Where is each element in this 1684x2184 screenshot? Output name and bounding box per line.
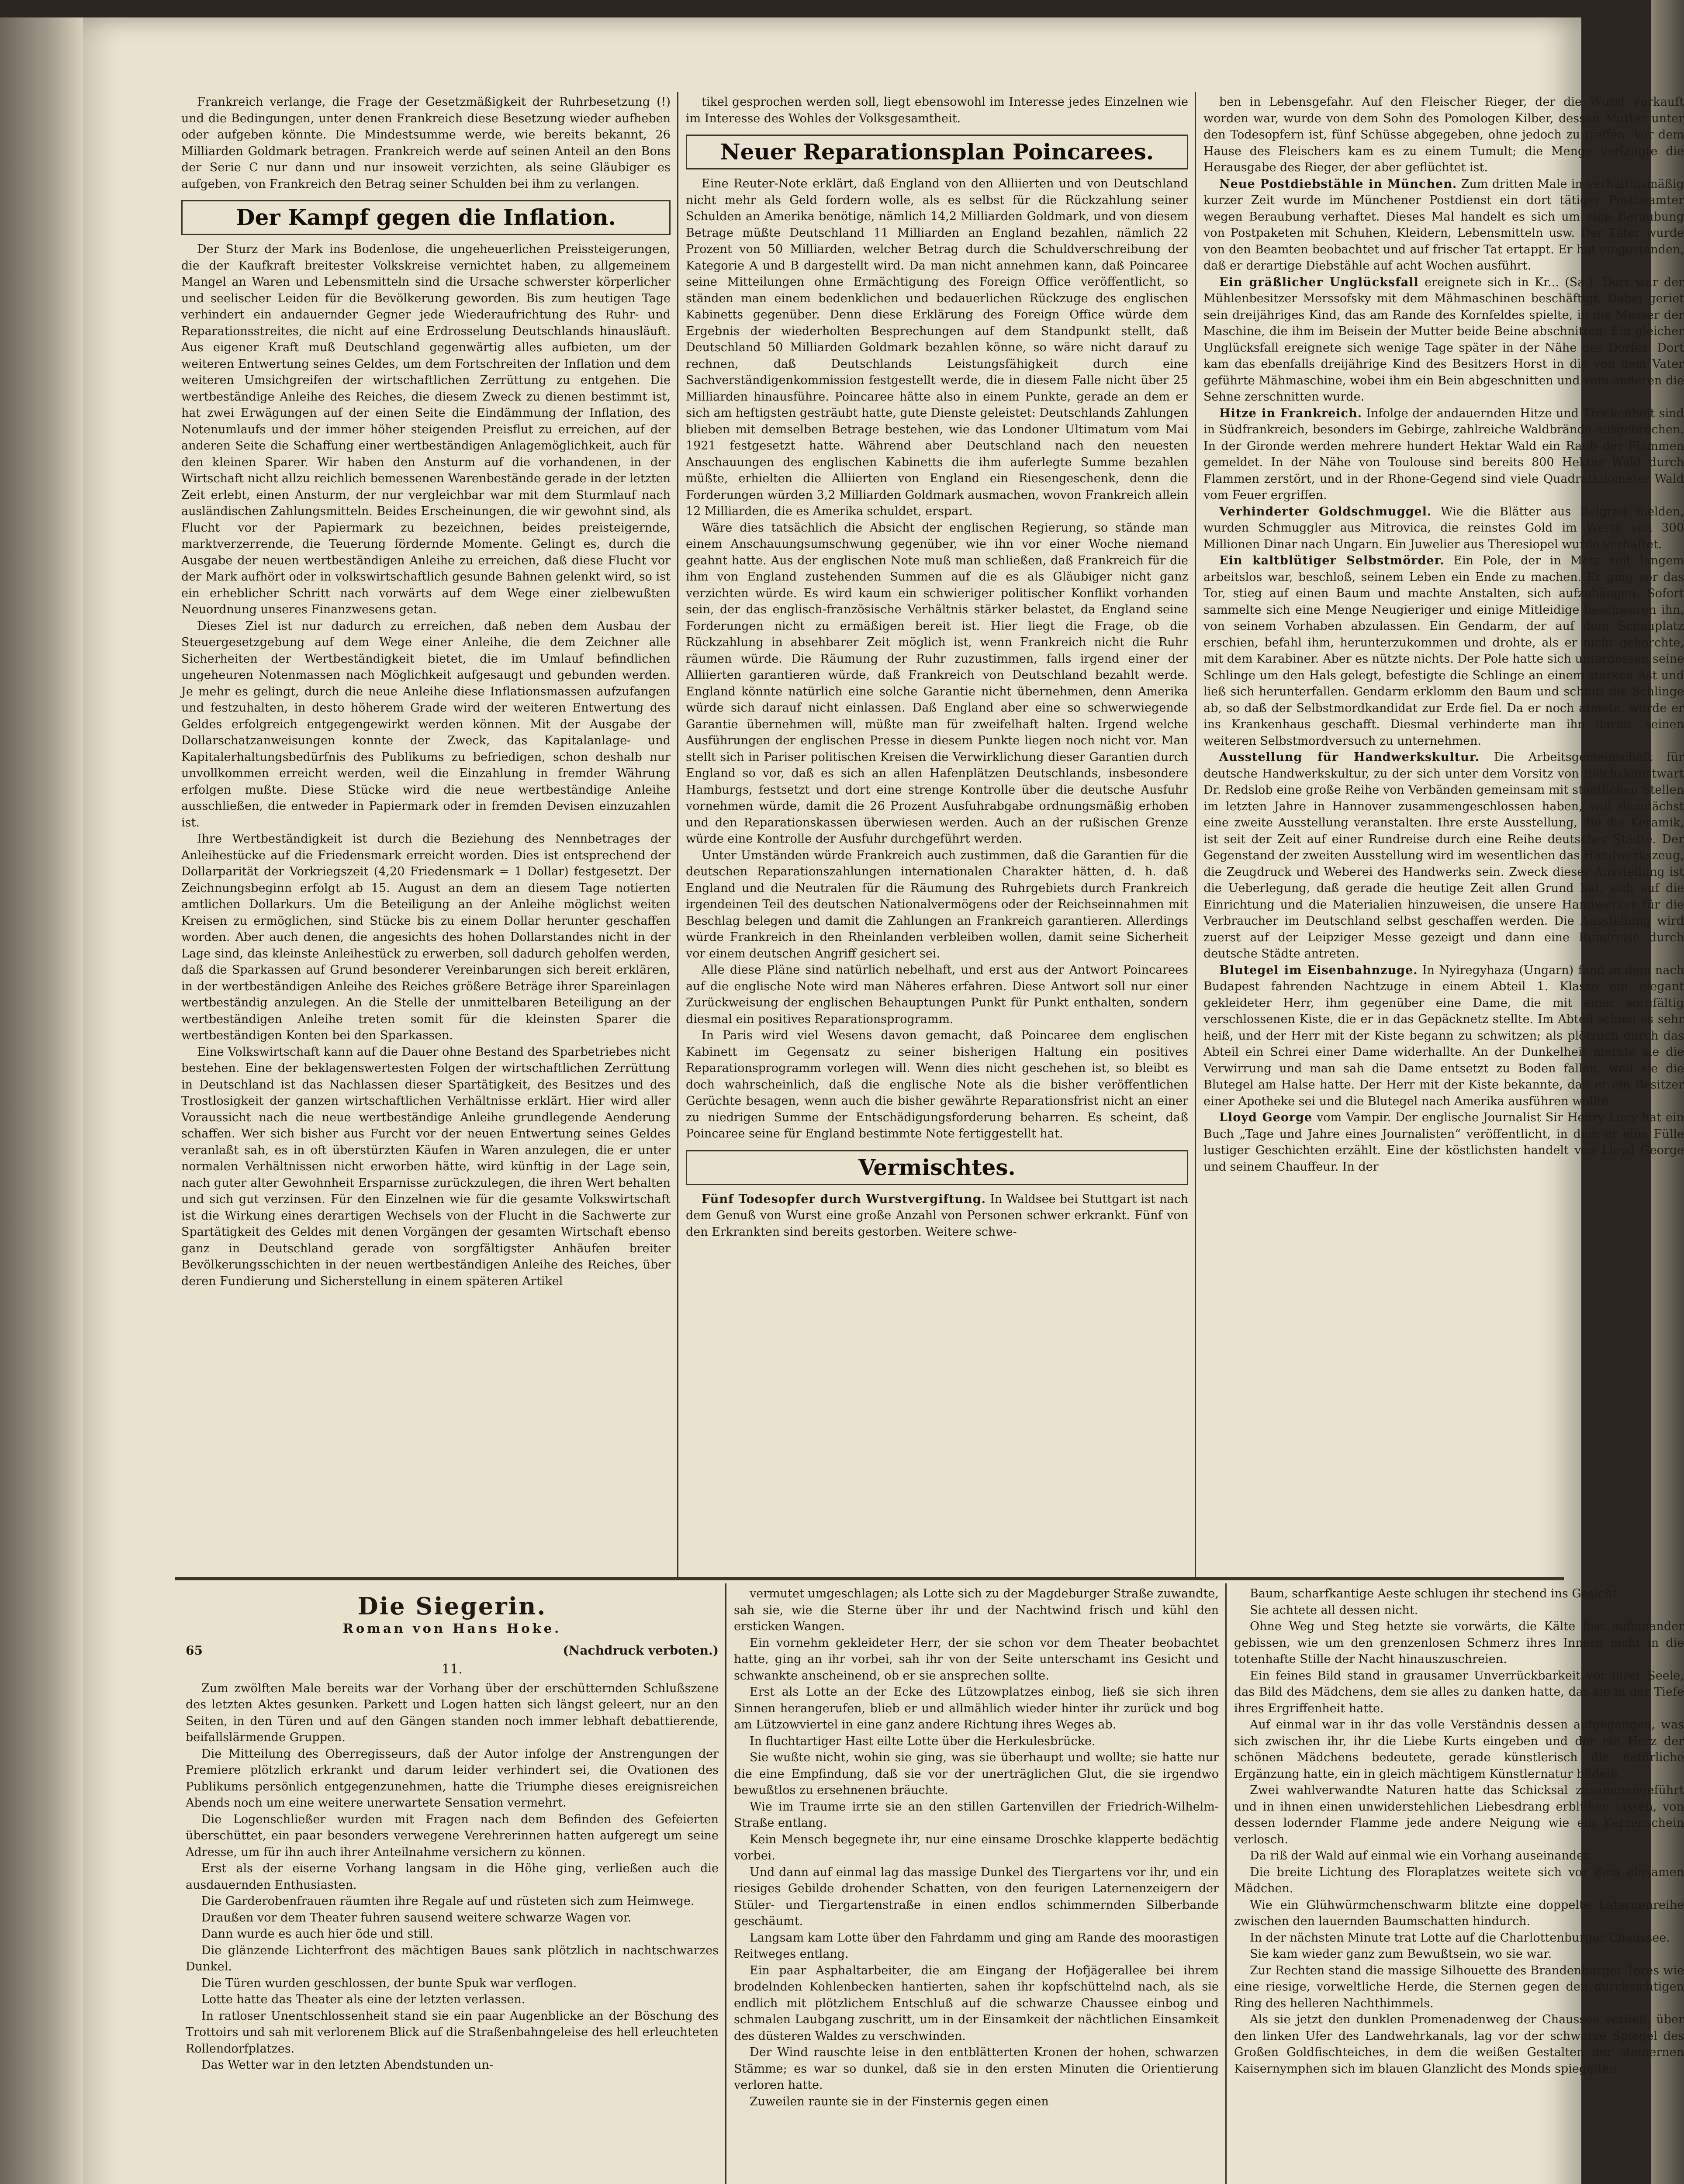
paragraph: Sie wußte nicht, wohin sie ging, was sie überhaupt und wollte; sie hatte nur die eine Empfindung, daß sie vor der unerträglichen Glut, die sie irgendwo bewußtlos zu ersehnenen bräuchte. (734, 1751, 1219, 1797)
news-body: Ein Pole, der in Metz seit langem arbeitslos war, beschloß, seinem Leben ein Ende zu machen. Er ging vor das Tor, stieg auf einen Baum und machte Anstalten, sich aufzuhängen. Sofort sammelte sich eine Menge Neugieriger und einige Mitleidige beschworen ihn, von seinem Vorhaben abzulassen. Ein Gendarm, der auf dem Schauplatz erschien, befahl ihm, herunterzukommen und drohte, als er nicht gehorchte, mit dem Karabiner. Aber es nützte nichts. Der Pole hatte sich unterdessen seine Schlinge um den Hals gelegt, befestigte die Schlinge an einem starken Ast und ließ sich herunterfallen. Gendarm erklomm den Baum und schnitt die Schlinge ab, so daß der Selbstmordkandidat zur Erde fiel. Da er noch atmete, wurde er ins Krankenhaus geschafft. Diesmal verhinderte man ihn daran, seinen weiteren Selbstmordversuch zu unternehmen. (1203, 554, 1684, 748)
paragraph: Unter Umständen würde Frankreich auch zustimmen, daß die Garantien für die deutschen Reparationszahlungen internationalen Charakter hätten, d. h. daß England und die Neutralen für die Räumung des Ruhrgebiets durch Frankreich irgendeinen Teil des deutschen Nationalvermögens oder der Reichseinnahmen mit Beschlag belegen und damit die Zahlungen an Frankreich garantieren. Allerdings würde Frankreich in den Rheinlanden verbleiben wollen, damit seine Sicherheit vor einem deutschen Angriff gesichert sei. (686, 848, 1188, 961)
paragraph: Die Logenschließer wurden mit Fragen nach dem Befinden des Gefeierten überschüttet, ein paar besonders verwegene Verehrerinnen hatten aufgeregt um seine Adresse, um für ihn auch ihrer Anteilnahme versichern zu können. (186, 1812, 719, 1859)
serial-column-1 (186, 1586, 719, 2184)
news-lead: Blutegel im Eisenbahnzuge. (1219, 963, 1418, 977)
news-body: ben in Lebensgefahr. Auf den Fleischer Rieger, der die Wurst verkauft worden war, wurde von dem Sohn des Pomologen Kilber, dessen Mutter unter den Todesopfern ist, fünf Schüsse abgegeben, ohne jedoch zu treffen. Vor dem Hause des Fleischers kam es zu einem Tumult; die Menge verlangte die Herausgabe des Rieger, der aber geflüchtet ist. (1203, 95, 1684, 174)
paragraph: Langsam kam Lotte über den Fahrdamm und ging am Rande des moorastigen Reitweges entlang. (734, 1931, 1219, 1961)
paragraph: Kein Mensch begegnete ihr, nur eine einsame Droschke klapperte bedächtig vorbei. (734, 1832, 1219, 1863)
news-body: Infolge der andauernden Hitze und Trockenheit sind in Südfrankreich, besonders im Gebirge, zahlreiche Waldbrände ausgebrochen. In der Gironde werden mehrere hundert Hektar Wald ein Raub der Flammen gemeldet. In der Nähe von Toulouse sind bereits 800 Hektar Wald durch Flammen zerstört, und in der Rhone-Gegend sind viele Quadratkilometer Wald vom Feuer ergriffen. (1203, 406, 1684, 502)
news-item (1203, 749, 1684, 962)
paragraph: Ein feines Bild stand in grausamer Unverrückbarkeit vor ihrer Seele, das Bild des Mädchens, dem sie alles zu danken hatte, das sie in der Tiefe ihres Ergriffenheit hatte. (1234, 1669, 1684, 1715)
paragraph: Wie ein Glühwürmchenschwarm blitzte eine doppelte Laternenreihe zwischen den lauernden Baumschatten hindurch. (1234, 1898, 1684, 1928)
paragraph: In ratloser Unentschlossenheit stand sie ein paar Augenblicke an der Böschung des Trottoirs und sah mit verlorenem Blick auf die Straßenbahngeleise des hell erleuchteten Rollendorfplatzes. (186, 2009, 719, 2056)
news-item (1203, 504, 1684, 553)
column-rule (677, 92, 678, 1577)
paragraph: In Paris wird viel Wesens davon gemacht, daß Poincaree dem englischen Kabinett im Gegensatz zu seiner bisherigen Haltung ein positives Reparationsprogramm vorlegen will. Wenn dies nicht geschehen ist, so bleibt es doch wahrscheinlich, daß die englische Note als die bisher veröffentlichen Gerüchte besagen, wenn auch die bisher gewährte Reparationsfrist nicht an einer zu niedrigen Summe der Entschädigungsforderung beharren. Es scheint, daß Poincaree seine für England bestimmte Note fertiggestellt hat. (686, 1029, 1188, 1140)
news-item (1203, 553, 1684, 749)
column-rule (1195, 92, 1196, 1577)
paragraph: Der Wind rauschte leise in den entblätterten Kronen der hohen, schwarzen Stämme; es war so dunkel, daß sie in den ersten Minuten die Orientierung verloren hatte. (734, 2046, 1219, 2092)
paragraph: Und dann auf einmal lag das massige Dunkel des Tiergartens vor ihr, und ein riesiges Gebilde drohender Schatten, von den feurigen Laternenzeigern der Stüler- und Tiergartenstraße in einen endlos schimmernden Silberbande geschäumt. (734, 1865, 1219, 1928)
paragraph: Die Garderobenfrauen räumten ihre Regale auf und rüsteten sich zum Heimwege. (201, 1894, 695, 1908)
column-2 (686, 94, 1188, 1566)
paragraph: Wie im Traume irrte sie an den stillen Gartenvillen der Friedrich-Wilhelm-Straße entlang. (734, 1800, 1219, 1830)
article-intro: tikel gesprochen werden soll, liegt ebensowohl im Interesse jedes Einzelnen wie im Interesse des Wohles der Volksgesamtheit. (686, 95, 1188, 125)
paragraph: Zur Rechten stand die massige Silhouette des Brandenburger Tores wie eine riesige, vorweltliche Herde, die Sternen gegen den durchsichtigen Ring des helleren Nachthimmels. (1234, 1963, 1684, 2010)
news-body: Wie die Blätter aus Belgrad melden, wurden Schmuggler aus Mitrovica, die reinstes Gold im Werte von 300 Millionen Dinar nach Ungarn. Ein Juwelier aus Theresiopel wurde verhaftet. (1203, 505, 1684, 551)
paragraph: Dieses Ziel ist nur dadurch zu erreichen, daß neben dem Ausbau der Steuergesetzgebung auf dem Wege einer Anleihe, die dem Zeichner alle Sicherheiten der Wertbeständigkeit bietet, die im Umlauf befindlichen ungeheuren Notenmassen nach Möglichkeit aufgesaugt und gebunden werden. Je mehr es gelingt, durch die neue Anleihe diese Inflationsmassen aufzufangen und festzuhalten, in desto höherem Grade wird der weiteren Entwertung des Geldes erfolgreich entgegengewirkt werden können. Mit der Ausgabe der Dollarschatzanweisungen konnte der Zweck, das Kapitalanlage- und Kapitalerhaltungsbedürfnis des Publikums zu befriedigen, schon deshalb nur unvollkommen erreicht werden, weil die Einzahlung in fremder Währung erfolgen mußte. Diese Stücke wird die neue wertbeständige Anleihe ausschließen, die entweder in Papiermark oder in fremden Devisen einzuzahlen ist. (181, 619, 671, 829)
serial-meta (186, 1642, 719, 1659)
column-1 (181, 94, 671, 1566)
paragraph: In der nächsten Minute trat Lotte auf die Charlottenburger Chaussee. (1250, 1931, 1670, 1945)
paragraph: Baum, scharfkantige Aeste schlugen ihr stechend ins Gesicht. (1250, 1587, 1621, 1600)
paragraph: Die Türen wurden geschlossen, der bunte Spuk war verflogen. (201, 1976, 577, 1990)
serial-column-3 (1234, 1586, 1684, 2184)
article-headline-reparations: Neuer Reparationsplan Poincarees. (686, 135, 1188, 169)
news-item (1203, 962, 1684, 1110)
serial-number: 65 (186, 1643, 203, 1658)
serial-title: Die Siegerin. (357, 1592, 547, 1620)
news-body: ereignete sich in Kr... (Sa.). Dort war der Mühlenbesitzer Merssofsky mit dem Mähmaschinen beschäftigt. Dabei geriet sein dreijähriges Kind, das am Rande des Kornfeldes spielte, in die Messer der Maschine, die ihm im Beisein der Mutter beide Beine abschnitten. Ein gleicher Unglücksfall ereignete sich wenige Tage später in der Nähe des Dorfes. Dort kam das ebenfalls dreijährige Kind des Besitzers Horst in die von dem Vater geführte Mähmaschine, wobei ihm ein Bein abgeschnitten und vom anderen die Sehne zerschnitten wurde. (1203, 275, 1684, 404)
paragraph: Sie achtete all dessen nicht. (1250, 1603, 1418, 1617)
paragraph: Ihre Wertbeständigkeit ist durch die Beziehung des Nennbetrages der Anleihestücke auf die Friedensmark erreicht worden. Dies ist entsprechend der Dollarparität der Vorkriegszeit (4,20 Friedensmark = 1 Dollar) festgesetzt. Der Zeichnungsbeginn erfolgt ab 15. August an dem an diesem Tage notierten amtlichen Dollarkurs. Um die Beteiligung an der Anleihe möglichst weiten Kreisen zu ermöglichen, sind Stücke bis zu einem Dollar herunter geschaffen worden. Aber auch denen, die angesichts des hohen Dollarstandes nicht in der Lage sind, das kleinste Anleihestück zu erwerben, soll dadurch geholfen werden, daß die Sparkassen auf Grund besonderer Vereinbarungen sich bereit erklären, in der wertbeständigen Anleihe des Reiches größere Beträge ihrer Spareinlagen wertbeständig anzulegen. An die Stelle der unmittelbaren Beteiligung an der wertbeständigen Anleihe treten somit für die kleinsten Sparer die wertbeständigen Konten bei den Sparkassen. (181, 832, 671, 1042)
section-headline-vermischtes: Vermischtes. (686, 1150, 1188, 1185)
newspaper-page (83, 17, 1684, 2184)
article-intro: Frankreich verlange, die Frage der Gesetzmäßigkeit der Ruhrbesetzung (!) und die Bedingungen, unter denen Frankreich diese Besetzung wieder aufheben oder aufgeben könnte. Die Mindestsumme werde, wie bereits bekannt, 26 Milliarden Goldmark betragen. Frankreich werde auf seinen Anteil an den Bons der Serie C nur dann und nur insoweit verzichten, als seine Gläubiger es aufgeben, von Frankreich den Betrag seiner Schulden bei ihm zu verlangen. (181, 95, 671, 191)
paragraph: Dann wurde es auch hier öde und still. (201, 1927, 433, 1941)
paragraph: Die breite Lichtung des Floraplatzes weitete sich vor dem einsamen Mädchen. (1234, 1865, 1684, 1895)
paragraph: Das Wetter war in den letzten Abendstunden un- (201, 2058, 493, 2072)
news-lead: Hitze in Frankreich. (1219, 406, 1362, 420)
paragraph: Ein paar Asphaltarbeiter, die am Eingang der Hofjägerallee bei ihrem brodelnden Kohlenbecken hantierten, sahen ihr kopfschüttelnd nach, als sie endlich mit plötzlichem Entschluß auf die schwarze Chaussee einbog und schmalen Laubgang zuschritt, um in der Einsamkeit der nächtlichen Einsamkeit des düsteren Waldes zu verschwinden. (734, 1963, 1219, 2043)
news-item (1203, 405, 1684, 504)
paragraph: Ein vornehm gekleideter Herr, der sie schon vor dem Theater beobachtet hatte, ging an ihr vorbei, sah ihr von der Seite unterschamt ins Gesicht und schwankte anscheinend, ob er sie ansprechen sollte. (734, 1636, 1219, 1683)
news-item (1203, 176, 1684, 274)
book-binding (0, 17, 83, 2184)
paragraph: In fluchtartiger Hast eilte Lotte über die Herkulesbrücke. (750, 1734, 1096, 1748)
paragraph: Zuweilen raunte sie in der Finsternis gegen einen (750, 2094, 1049, 2108)
paragraph: Lotte hatte das Theater als eine der letzten verlassen. (201, 1993, 526, 2006)
paragraph: Der Sturz der Mark ins Bodenlose, die ungeheuerlichen Preissteigerungen, die der Kaufkraft breitester Volkskreise vernichtet haben, zu allgemeinem Mangel an Waren und Lebensmitteln sind die Ursache schwerster körperlicher und seelischer Leiden für die Bevölkerung geworden. Bis zum heutigen Tage verhindert ein andauernder Gegner jede Wiederaufrichtung des Ruhr- und Reparationsstreites, die nicht auf eine Erdrosselung Deutschlands hinausläuft. Aus eigener Kraft muß Deutschland gegenwärtig alles aufbieten, um der weiteren Entwertung seines Geldes, um dem Fortschreiten der Inflation und dem weiteren Umsichgreifen der wirtschaftlichen Zerrüttung zu entgehen. Die wertbeständige Anleihe des Reiches, die diesem Zweck zu dienen bestimmt ist, hat zwei Erwägungen auf der einen Seite die Eindämmung der Inflation, des Notenumlaufs und der immer höher steigenden Preisflut zu erreichen, auf der anderen Seite die Schaffung einer wertbeständigen Anlagemöglichkeit, auch für den kleinen Sparer. Wir haben den Ansturm auf die vorhandenen, in der Wirtschaft nicht allzu reichlich bemessenen Warenbestände gerade in der letzten Zeit erlebt, einen Ansturm, der nur vergleichbar war mit dem Sturmlauf nach ausländischen Zahlungsmitteln. Beides Erscheinungen, die wir gewohnt sind, als Flucht vor der Papiermark zu bezeichnen, beides preisteigernde, marktverzerrende, die Teuerung fördernde Momente. Gelingt es, durch die Ausgabe der neuen wertbeständigen Anleihe zu erreichen, daß diese Flucht vor der Mark aufhört oder in volkswirtschaftlich gesunde Bahnen gelenkt wird, so ist ein erheblicher Schritt nach vorwärts auf dem Wege einer zielbewußten Neuordnung unseres Finanzwesens getan. (181, 242, 671, 616)
chapter-number: 11. (442, 1662, 463, 1677)
news-lead: Neue Postdiebstähle in München. (1219, 177, 1457, 191)
serial-column-2 (734, 1586, 1219, 2184)
column-rule (1225, 1583, 1227, 2184)
news-lead: Ein kaltblütiger Selbstmörder. (1219, 554, 1445, 567)
paragraph: Zum zwölften Male bereits war der Vorhang über der erschütternden Schlußszene des letzten Aktes gesunken. Parkett und Logen hatten sich längst geleert, nur an den Seiten, in den Türen und auf den Gängen standen noch immer lebhaft debattierende, beifallslärmende Gruppen. (186, 1681, 719, 1744)
news-item (1203, 274, 1684, 405)
paragraph: Als sie jetzt den dunklen Promenadenweg der Chaussee verließ, über den linken Ufer des Landwehrkanals, lag vor der schwarze Spiegel des Großen Goldfischteiches, in dem die weißen Gestalten der steinernen Kaisernymphen sich im blauen Glanzlicht des Monds spiegelten. (1234, 2013, 1684, 2076)
news-lead: Ausstellung für Handwerkskultur. (1219, 750, 1480, 764)
paragraph: vermutet umgeschlagen; als Lotte sich zu der Magdeburger Straße zuwandte, sah sie, wie die Sterne über ihr und der Nachtwind frisch und kühl den ersticken Wangen. (734, 1587, 1219, 1633)
paragraph: Zwei wahlverwandte Naturen hatte das Schicksal zusammengeführt und in ihnen einen unwiderstehlichen Liebesdrang erblühen lassen, von dessen lodernder Flamme jede andere Neigung wie ein Kerzenschein verlosch. (1234, 1783, 1684, 1846)
feuilleton-rule (175, 1577, 1564, 1580)
paragraph: Eine Reuter-Note erklärt, daß England von den Alliierten und von Deutschland nicht mehr als Geld fordern wolle, als es selbst für die Rückzahlung seiner Schulden an Amerika benötige, nämlich 14,2 Milliarden Goldmark, und von diesem Betrage müßte Deutschland 11 Milliarden an England bezahlen, nämlich 22 Prozent von 50 Milliarden, welcher Betrag durch die Schuldverschreibung der Kategorie A und B dargestellt wird. Da man nicht annehmen kann, daß Poincaree seine Mitteilungen ohne Ermächtigung des Foreign Office veröffentlicht, so ständen man einem bedenklichen und bedauerlichen Rückzuge des englischen Kabinetts gegenüber. Denn diese Erklärung des Foreign Office würde dem Ergebnis der wiederholten Besprechungen auf dem Standpunkt stellt, daß Deutschland 50 Milliarden Goldmark bezahlen könne, so wäre nicht darauf zu rechnen, daß Deutschlands Leistungsfähigkeit durch eine Sachverständigenkommission festgestellt werde, die in diesem Falle nicht über 25 Milliarden hinausführe. Poincaree hätte also in einem Punkte, gerade an dem er sich am heftigsten gesträubt hatte, gute Dienste geleistet: Deutschlands Zahlungen blieben mit demselben Betrage bestehen, wie das Londoner Ultimatum vom Mai 1921 festgesetzt hatte. Während aber Deutschland nach den neuesten Anschauungen des englischen Kabinetts die ihm auferlegte Summe bezahlen müßte, erhielten die Alliierten von England ein Riesengeschenk, denn die Forderungen würden 3,2 Milliarden Goldmark ausmachen, wovon Frankreich allein 12 Milliarden, die es Amerika schuldet, erspart. (686, 177, 1188, 518)
paragraph: Draußen vor dem Theater fuhren sausend weitere schwarze Wagen vor. (201, 1911, 632, 1925)
news-lead: Lloyd George (1219, 1111, 1313, 1124)
paragraph: Sie kam wieder ganz zum Bewußtsein, wo sie war. (1250, 1947, 1552, 1961)
news-body: vom Vampir. Der englische Journalist Sir Henry Lucy hat ein Buch „Tage und Jahre eines Journalisten“ veröffentlicht, in dem er eine Fülle lustiger Geschichten erzählt. Eine der köstlichsten handelt von Lloyd George und seinem Chauffeur. In der (1203, 1111, 1684, 1174)
paragraph: Ohne Weg und Steg hetzte sie vorwärts, die Kälte fest aufeinander gebissen, wie um den grenzenlosen Schmerz ihres Innern nicht in die totenhafte Stille der Nacht hinauszuschreien. (1234, 1620, 1684, 1666)
copyright-notice: (Nachdruck verboten.) (563, 1643, 719, 1658)
column-rule (725, 1583, 726, 2184)
news-body: Zum dritten Male in verhältnismäßig kurzer Zeit wurde im Münchener Postdienst ein dort tätiger Postbeamter wegen Beraubung verhaftet. Dieses Mal handelt es sich um eine Beraubung von Postpaketen mit Schuhen, Kleidern, Lebensmitteln usw. Der Täter wurde von den Beamten beobachtet und auf frischer Tat ertappt. Er hat eingestanden, daß er derartige Diebstähle auf acht Wochen ausführt. (1203, 177, 1684, 273)
paragraph: Erst als Lotte an der Ecke des Lützowplatzes einbog, ließ sie sich ihren Sinnen herangerufen, blieb er und allmählich wieder hinter ihr zurück und bog am Lützowviertel in eine ganz andere Richtung ihres Weges ab. (734, 1685, 1219, 1731)
news-lead: Fünf Todesopfer durch Wurstvergiftung. (702, 1192, 986, 1206)
paragraph: Erst als der eiserne Vorhang langsam in die Höhe ging, verließen auch die ausdauernden Enthusiasten. (186, 1862, 719, 1892)
article-headline-inflation: Der Kampf gegen die Inflation. (181, 200, 671, 235)
news-item (1203, 1109, 1684, 1175)
paragraph: Eine Volkswirtschaft kann auf die Dauer ohne Bestand des Sparbetriebes nicht bestehen. Eine der beklagenswertesten Folgen der wirtschaftlichen Zerrüttung in Deutschland ist das Nachlassen dieser Spartätigkeit, des Besitzes und des Trostlosigkeit der ganzen wirtschaftlichen Verhältnisse erklärt. Hier wird aller Voraussicht nach die neue wertbeständige Anleihe grundlegende Aenderung schaffen. Wer sich bisher aus Furcht vor der neuen Entwertung seines Geldes veranlaßt sah, es in oft überstürzten Käufen in Waren anzulegen, die er unter normalen Verhältnissen nicht erworben hätte, wird künftig in der Lage sein, nach guter alter Gewohnheit Ersparnisse zurückzulegen, die ihren Wert behalten und sich gut verzinsen. Für den Einzelnen wie für die gesamte Volkswirtschaft ist die Wirkung eines derartigen Wechsels von der Flucht in die Sachwerte zur Spartätigkeit des Geldes mit denen Vorgängen der gesamten Wirtschaft ebenso ganz in Deutschland gerade von sorgfältigster Anhäufen breiter Bevölkerungsschichten in der neuen wertbeständigen Anleihe des Reiches, über deren Fundierung und Sicherstellung in einem späteren Artikel (181, 1045, 671, 1288)
paragraph: Alle diese Pläne sind natürlich nebelhaft, und erst aus der Antwort Poincarees auf die englische Note wird man Näheres erfahren. Diese Antwort soll nur einer Zurückweisung der englischen Behauptungen Punkt für Punkt enthalten, sondern diesmal ein positives Reparationsprogramm. (686, 963, 1188, 1026)
paragraph: Auf einmal war in ihr das volle Verständnis dessen aufgegangen, was sich zwischen ihr, ihr die Liebe Kurts eingeben und der ein Herz der schönen Mädchens bedeutete, gerade künstlerisch die natürliche Ergänzung hatte, ein in gleich mächtigem Künstlernatur bildete. (1234, 1718, 1684, 1781)
news-body: In Waldsee bei Stuttgart ist nach dem Genuß von Wurst eine große Anzahl von Personen schwer erkrankt. Fünf von den Erkrankten sind bereits gestorben. Weitere schwe- (686, 1192, 1188, 1239)
paragraph: Die glänzende Lichterfront des mächtigen Baues sank plötzlich in nachtschwarzes Dunkel. (186, 1943, 719, 1973)
serial-author: Roman von Hans Hoke. (342, 1621, 562, 1636)
paragraph: Wäre dies tatsächlich die Absicht der englischen Regierung, so stände man einem Anschauungsumschwung gegenüber, wie ihn vor einer Woche niemand geahnt hatte. Aus der englischen Note muß man schließen, daß Frankreich für die ihm von England zustehenden Summen auf die es als Gläubiger nicht ganz verzichten würde. Es wird kaum ein schwieriger politischer Konflikt vorhanden sein, der das englisch-französische Verhältnis stärker belastet, da England seine Forderungen nicht zu ermäßigen bereit ist. Hier liegt die Frage, ob die Rückzahlung in absehbarer Zeit möglich ist, wenn Frankreich nicht die Ruhr räumen würde. Die Räumung der Ruhr zuzustimmen, falls irgend einer der Alliierten garantieren würde, daß Frankreich von Deutschland bezahlt werde. England könnte natürlich eine solche Garantie nicht übernehmen, denn Amerika würde sich darauf nicht einlassen. Daß England aber eine so schwerwiegende Garantie übernehmen will, müßte man für zweifelhaft halten. Irgend welche Ausführungen der englischen Presse in diesem Punkte liegen noch nicht vor. Man stellt sich in Pariser politischen Kreisen die Verwirklichung dieser Garantien durch England so vor, daß es sich an allen Hafenplätzen Deutschlands, insbesondere Hamburgs, festsetzt und dort eine strenge Kontrolle über die deutsche Ausfuhr vornehmen würde, damit die 26 Prozent Ausfuhrabgabe ordnungsmäßig erhoben und den Reparationskassen überwiesen werden. Auch an der rußischen Grenze würde eine Kontrolle der Ausfuhr durchgeführt werden. (686, 521, 1188, 846)
news-body: Die Arbeitsgemeinschaft für deutsche Handwerkskultur, zu der sich unter dem Vorsitz von Reichskunstwart Dr. Redslob eine große Reihe von Verbänden gemeinsam mit staatlichen Stellen im letzten Jahre in Hannover zusammengeschlossen haben, will demnächst eine zweite Ausstellung veranstalten. Ihre erste Ausstellung, die die Keramik, ist seit der Zeit auf einer Rundreise durch eine Reihe deutscher Städte. Der Gegenstand der zweiten Ausstellung wird im wesentlichen das Handwerkszeug, die Zeugdruck und Weberei des Handwerks sein. Zweck dieser Ausstellung ist die Ueberlegung, daß gerade die heutige Zeit allen Grund hat, sich auf die Einrichtung und die Materialien hinzuweisen, die unsere Handwerker für die Verbraucher im Deutschland selbst geschaffen werden. Die Ausstellung wird zuerst auf der Leipziger Messe gezeigt und dann eine Rundreise durch deutsche Städte antreten. (1203, 750, 1684, 961)
news-lead: Ein gräßlicher Unglücksfall (1219, 275, 1419, 289)
news-body: In Nyiregyhaza (Ungarn) fand in dem nach Budapest fahrenden Nachtzuge in einem Abteil 1. Klasse ein elegant gekleideter Herr, ihm gegenüber eine Dame, die mit einer sorgfältig verschlossenen Kiste, die er in das Gepäcknetz stellte. Im Abteil schien es sehr heiß, und der Herr mit der Kiste begann zu schwitzen; als plötzlich durch das Abteil ein Schrei einer Dame widerhallte. An der Dunkelheit merkte sie die Verwirrung und man sah die Dame entsetzt zu Boden fallen, weil sie die Blutegel am Halse hatte. Der Herr mit der Kiste bekannte, daß er ein Besitzer einer Apotheke sei und die Blutegel nach Amerika ausführen wollte. (1203, 963, 1684, 1108)
column-3 (1203, 94, 1684, 1566)
paragraph: Da riß der Wald auf einmal wie ein Vorhang auseinander. (1250, 1849, 1592, 1863)
news-lead: Verhinderter Goldschmuggel. (1219, 505, 1432, 518)
news-item (686, 1191, 1188, 1241)
paragraph: Die Mitteilung des Oberregisseurs, daß der Autor infolge der Anstrengungen der Premiere plötzlich erkrankt und darum leider verhindert sei, die Ovationen des Publikums persönlich entgegenzunehmen, hatte die Triumphe dieses ereignisreichen Abends noch um eine weitere unerwartete Sensation vermehrt. (186, 1747, 719, 1810)
